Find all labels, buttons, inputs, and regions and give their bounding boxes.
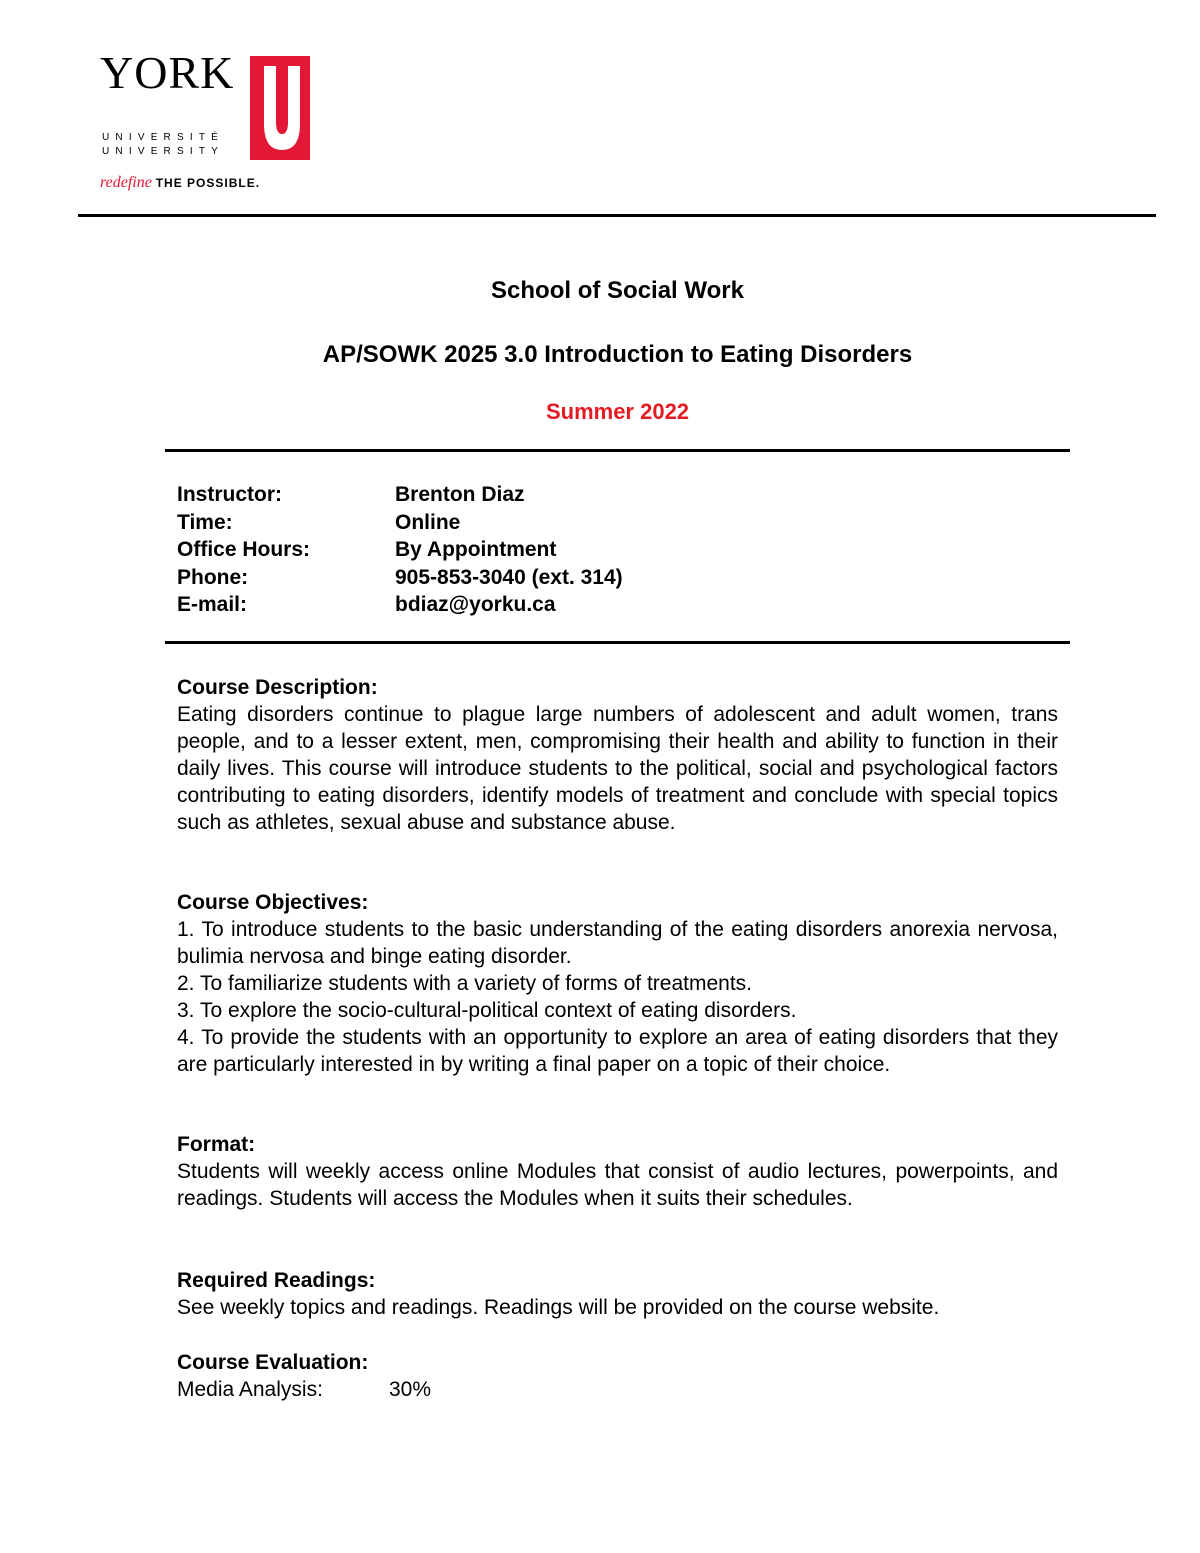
info-value: By Appointment: [395, 538, 557, 561]
info-row-time: [177, 509, 623, 537]
logo-tagline-redefine: redefine: [100, 174, 152, 191]
format-text: Students will weekly access online Modules that consist of audio lectures, powerpoints, and readings. Students will access the Modules when it suits their schedules.: [177, 1160, 1058, 1210]
logo-university-text: UNIVERSITY: [102, 146, 225, 157]
york-university-logo: [100, 47, 315, 191]
logo-universite-text: UNIVERSITÉ: [102, 132, 225, 143]
objective-item: 2. To familiarize students with a variety of forms of treatments.: [177, 972, 753, 995]
course-description-text: Eating disorders continue to plague large numbers of adolescent and adult women, trans people, and to a lesser extent, men, compromising their health and ability to function in their daily lives. This course will introduce students to the political, social and psychological factors contributing to eating disorders, identify models of treatment and conclude with special topics such as athletes, sexual abuse and substance abuse.: [177, 703, 1058, 834]
course-evaluation-section: [177, 1349, 1058, 1403]
info-row-office-hours: [177, 536, 623, 564]
info-value: 905-853-3040 (ext. 314): [395, 565, 623, 589]
evaluation-value: 30%: [389, 1378, 432, 1401]
info-label: Time:: [177, 510, 233, 534]
course-description-heading: Course Description:: [177, 676, 378, 699]
course-description-section: [177, 674, 1058, 836]
objective-item: 4. To provide the students with an opportunity to explore an area of eating disorders that they are particularly interested in by writing a final paper on a topic of their choice.: [177, 1026, 1058, 1076]
info-bottom-divider: [165, 641, 1070, 644]
info-row-phone: [177, 564, 623, 592]
info-value: Online: [395, 510, 461, 534]
evaluation-label: Media Analysis:: [177, 1378, 323, 1401]
info-label: Phone:: [177, 565, 249, 589]
required-readings-section: [177, 1267, 1058, 1321]
info-value: Brenton Diaz: [395, 483, 525, 506]
school-name: School of Social Work: [491, 277, 744, 304]
info-label: Office Hours:: [177, 538, 311, 561]
info-row-email: [177, 591, 623, 619]
course-evaluation-heading: Course Evaluation:: [177, 1351, 369, 1374]
instructor-info: [177, 481, 623, 619]
logo-york-wordmark: YORK: [100, 47, 235, 98]
logo-tagline-possible: THE POSSIBLE.: [155, 176, 261, 190]
info-top-divider: [165, 449, 1070, 452]
objective-item: 3. To explore the socio-cultural-political context of eating disorders.: [177, 999, 797, 1022]
logo-tagline: [100, 174, 260, 191]
york-u-icon: [250, 56, 310, 160]
objective-item: 1. To introduce students to the basic understanding of the eating disorders anorexia nervosa, bulimia nervosa and binge eating disorder.: [177, 918, 1058, 968]
required-readings-text: See weekly topics and readings. Readings will be provided on the course website.: [177, 1296, 940, 1319]
course-title: AP/SOWK 2025 3.0 Introduction to Eating Disorders: [322, 341, 913, 368]
evaluation-row: [177, 1376, 1058, 1403]
format-heading: Format:: [177, 1133, 256, 1156]
info-row-instructor: [177, 481, 623, 509]
info-value: bdiaz@yorku.ca: [395, 593, 556, 616]
format-section: [177, 1131, 1058, 1212]
course-objectives-heading: Course Objectives:: [177, 891, 369, 914]
course-term: Summer 2022: [545, 399, 690, 424]
info-label: Instructor:: [177, 483, 282, 506]
top-divider: [78, 214, 1156, 217]
info-label: E-mail:: [177, 593, 248, 616]
required-readings-heading: Required Readings:: [177, 1269, 376, 1292]
course-objectives-section: [177, 889, 1058, 1078]
